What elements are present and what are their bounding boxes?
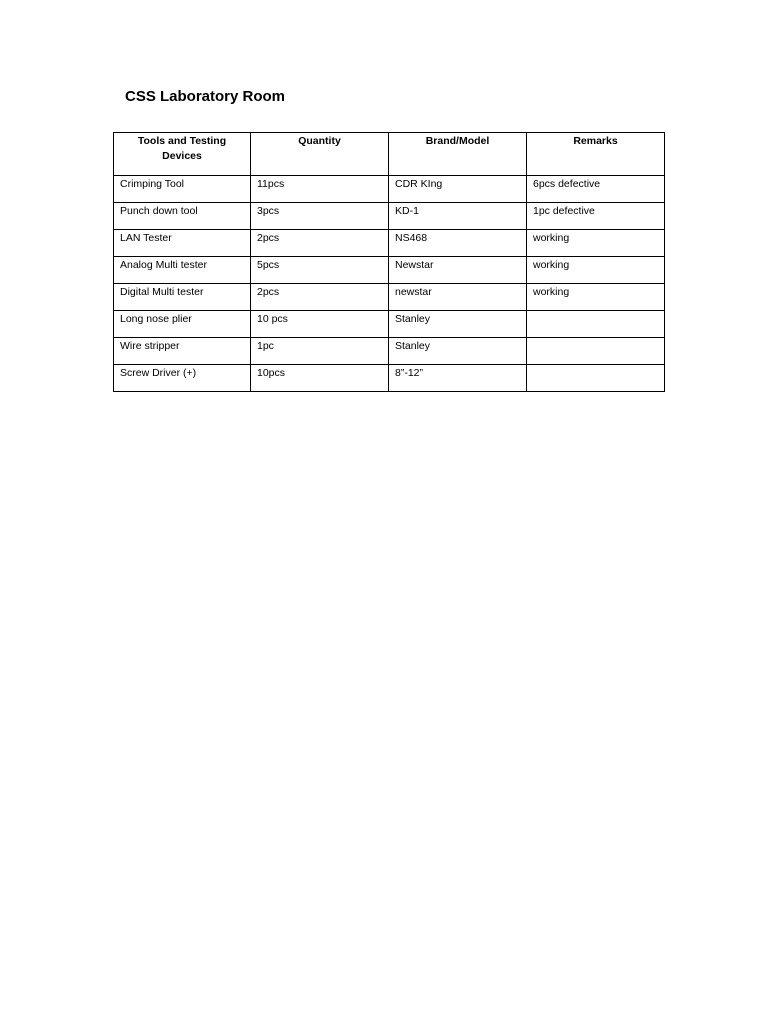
header-brand-model-label: Brand/Model <box>425 135 490 147</box>
cell-remarks <box>527 365 665 392</box>
table-row <box>114 338 665 365</box>
table-row <box>114 284 665 311</box>
inventory-table <box>113 132 665 392</box>
cell-quantity: 1pc <box>251 338 389 365</box>
header-tools <box>114 133 251 176</box>
cell-tool: LAN Tester <box>114 230 251 257</box>
cell-quantity: 11pcs <box>251 176 389 203</box>
cell-brand-model: Stanley <box>389 338 527 365</box>
cell-brand-model: CDR KIng <box>389 176 527 203</box>
table-row <box>114 311 665 338</box>
cell-quantity: 5pcs <box>251 257 389 284</box>
cell-remarks: working <box>527 284 665 311</box>
header-quantity <box>251 133 389 176</box>
cell-brand-model: NS468 <box>389 230 527 257</box>
cell-tool: Screw Driver (+) <box>114 365 251 392</box>
cell-quantity: 10pcs <box>251 365 389 392</box>
cell-brand-model: Newstar <box>389 257 527 284</box>
cell-tool: Crimping Tool <box>114 176 251 203</box>
table-header-row <box>114 133 665 176</box>
cell-tool: Wire stripper <box>114 338 251 365</box>
cell-quantity: 10 pcs <box>251 311 389 338</box>
cell-brand-model: Stanley <box>389 311 527 338</box>
table-row <box>114 176 665 203</box>
cell-remarks: working <box>527 230 665 257</box>
header-quantity-label: Quantity <box>298 135 341 147</box>
cell-quantity: 2pcs <box>251 284 389 311</box>
cell-brand-model: KD-1 <box>389 203 527 230</box>
header-remarks-label: Remarks <box>573 135 618 147</box>
cell-remarks <box>527 311 665 338</box>
header-tools-label: Tools and Testing Devices <box>137 135 227 162</box>
table-row <box>114 257 665 284</box>
header-brand-model <box>389 133 527 176</box>
cell-tool: Long nose plier <box>114 311 251 338</box>
table-row <box>114 230 665 257</box>
table-row <box>114 203 665 230</box>
cell-quantity: 2pcs <box>251 230 389 257</box>
cell-remarks <box>527 338 665 365</box>
cell-brand-model: newstar <box>389 284 527 311</box>
cell-remarks: working <box>527 257 665 284</box>
cell-tool: Analog Multi tester <box>114 257 251 284</box>
cell-tool: Punch down tool <box>114 203 251 230</box>
cell-quantity: 3pcs <box>251 203 389 230</box>
cell-remarks: 1pc defective <box>527 203 665 230</box>
cell-remarks: 6pcs defective <box>527 176 665 203</box>
table-row <box>114 365 665 392</box>
cell-brand-model: 8”-12” <box>389 365 527 392</box>
cell-tool: Digital Multi tester <box>114 284 251 311</box>
header-remarks <box>527 133 665 176</box>
page-title: CSS Laboratory Room <box>125 88 286 105</box>
